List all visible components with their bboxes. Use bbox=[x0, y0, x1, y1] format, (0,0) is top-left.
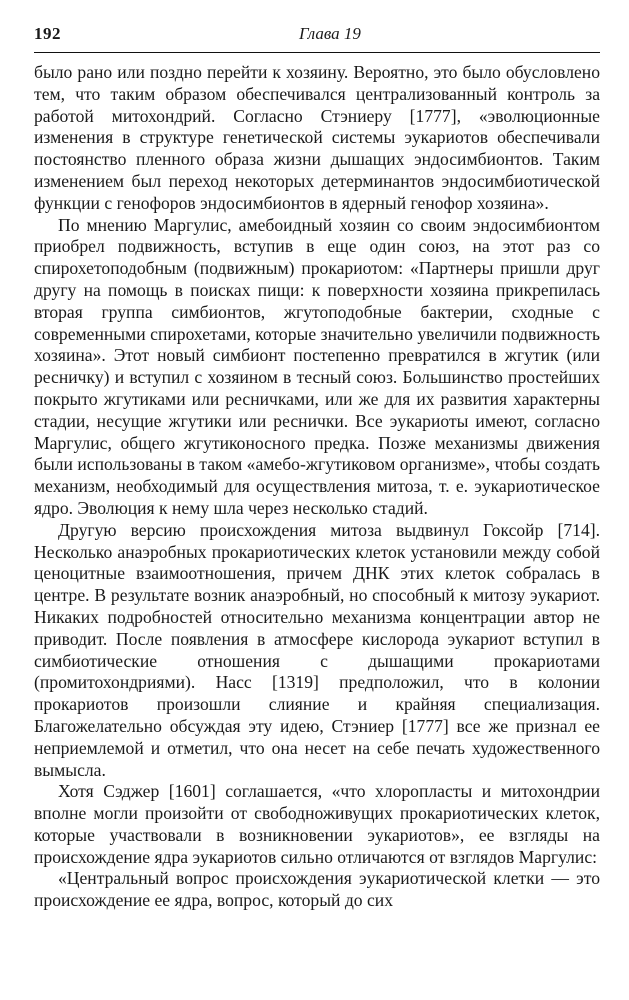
paragraph-4: Хотя Сэджер [1601] соглашается, «что хлоропласты и митохондрии вполне могли произойти от свободноживущих прокариотических клеток, которые участвовали в возникновении эукариотов», ее взгляды на происхождение ядра эукариотов сильно отличаются от взглядов Маргулис: bbox=[34, 781, 600, 867]
page-number: 192 bbox=[34, 24, 61, 43]
paragraph-3: Другую версию происхождения митоза выдвинул Гоксойр [714]. Несколько анаэробных прокариотических клеток установили между собой ценоцитные взаимоотношения, причем ДНК этих клеток собралась в центре. В результате возник анаэробный, но способный к митозу эукариот. Никаких подробностей относительно механизма концентрации автор не приводит. После появления в атмосфере кислорода эукариот вступил в симбиотические отношения с дышащими прокариотами (промитохондриями). Насс [1319] предположил, что в колонии прокариотов произошли слияние и крайняя специализация. Благожелательно обсуждая эту идею, Стэниер [1777] все же признал ее неприемлемой и отметил, что она несет на себе печать художественного вымысла. bbox=[34, 519, 600, 780]
paragraph-5: «Центральный вопрос происхождения эукариотической клетки — это происхождение ее ядра, вопрос, который до сих bbox=[34, 868, 600, 911]
header-rule bbox=[34, 52, 600, 53]
chapter-title: Глава 19 bbox=[299, 24, 361, 43]
paragraph-2: По мнению Маргулис, амебоидный хозяин со своим эндосимбионтом приобрел подвижность, вступив в еще один союз, на этот раз со спирохетоподобным (подвижным) прокариотом: «Партнеры пришли друг другу на помощь в поисках пищи: к поверхности хозяина прикрепилась вторая группа симбионтов, жгутоподобные бактерии, сходные с современными спирохетами, которые значительно увеличили подвижность хозяина». Этот новый симбионт постепенно превратился в жгутик (или ресничку) и вступил с хозяином в тесный союз. Большинство простейших покрыто жгутиками или ресничками, или же для их развития характерны стадии, несущие жгутики или реснички. Все эукариоты имеют, согласно Маргулис, общего жгутиконосного предка. Позже механизмы движения были использованы в таком «амебо-жгутиковом организме», чтобы создать механизм, необходимый для осуществления митоза, т. е. эукариотическое ядро. Эволюция к нему шла через несколько стадий. bbox=[34, 214, 600, 518]
paragraph-1: было рано или поздно перейти к хозяину. Вероятно, это было обусловлено тем, что таким образом обеспечивался централизованный контроль за работой митохондрий. Согласно Стэниеру [1777], «эволюционные изменения в структуре генетической системы эукариотов обеспечивали постоянство пленного образа жизни дышащих эндосимбионтов. Таким изменением был переход некоторых детерминантов эндосимбиотической функции с генофоров эндосимбионтов в ядерный генофор хозяина». bbox=[34, 62, 600, 213]
running-header bbox=[34, 24, 600, 48]
body-text bbox=[34, 62, 600, 912]
book-page bbox=[34, 24, 600, 911]
